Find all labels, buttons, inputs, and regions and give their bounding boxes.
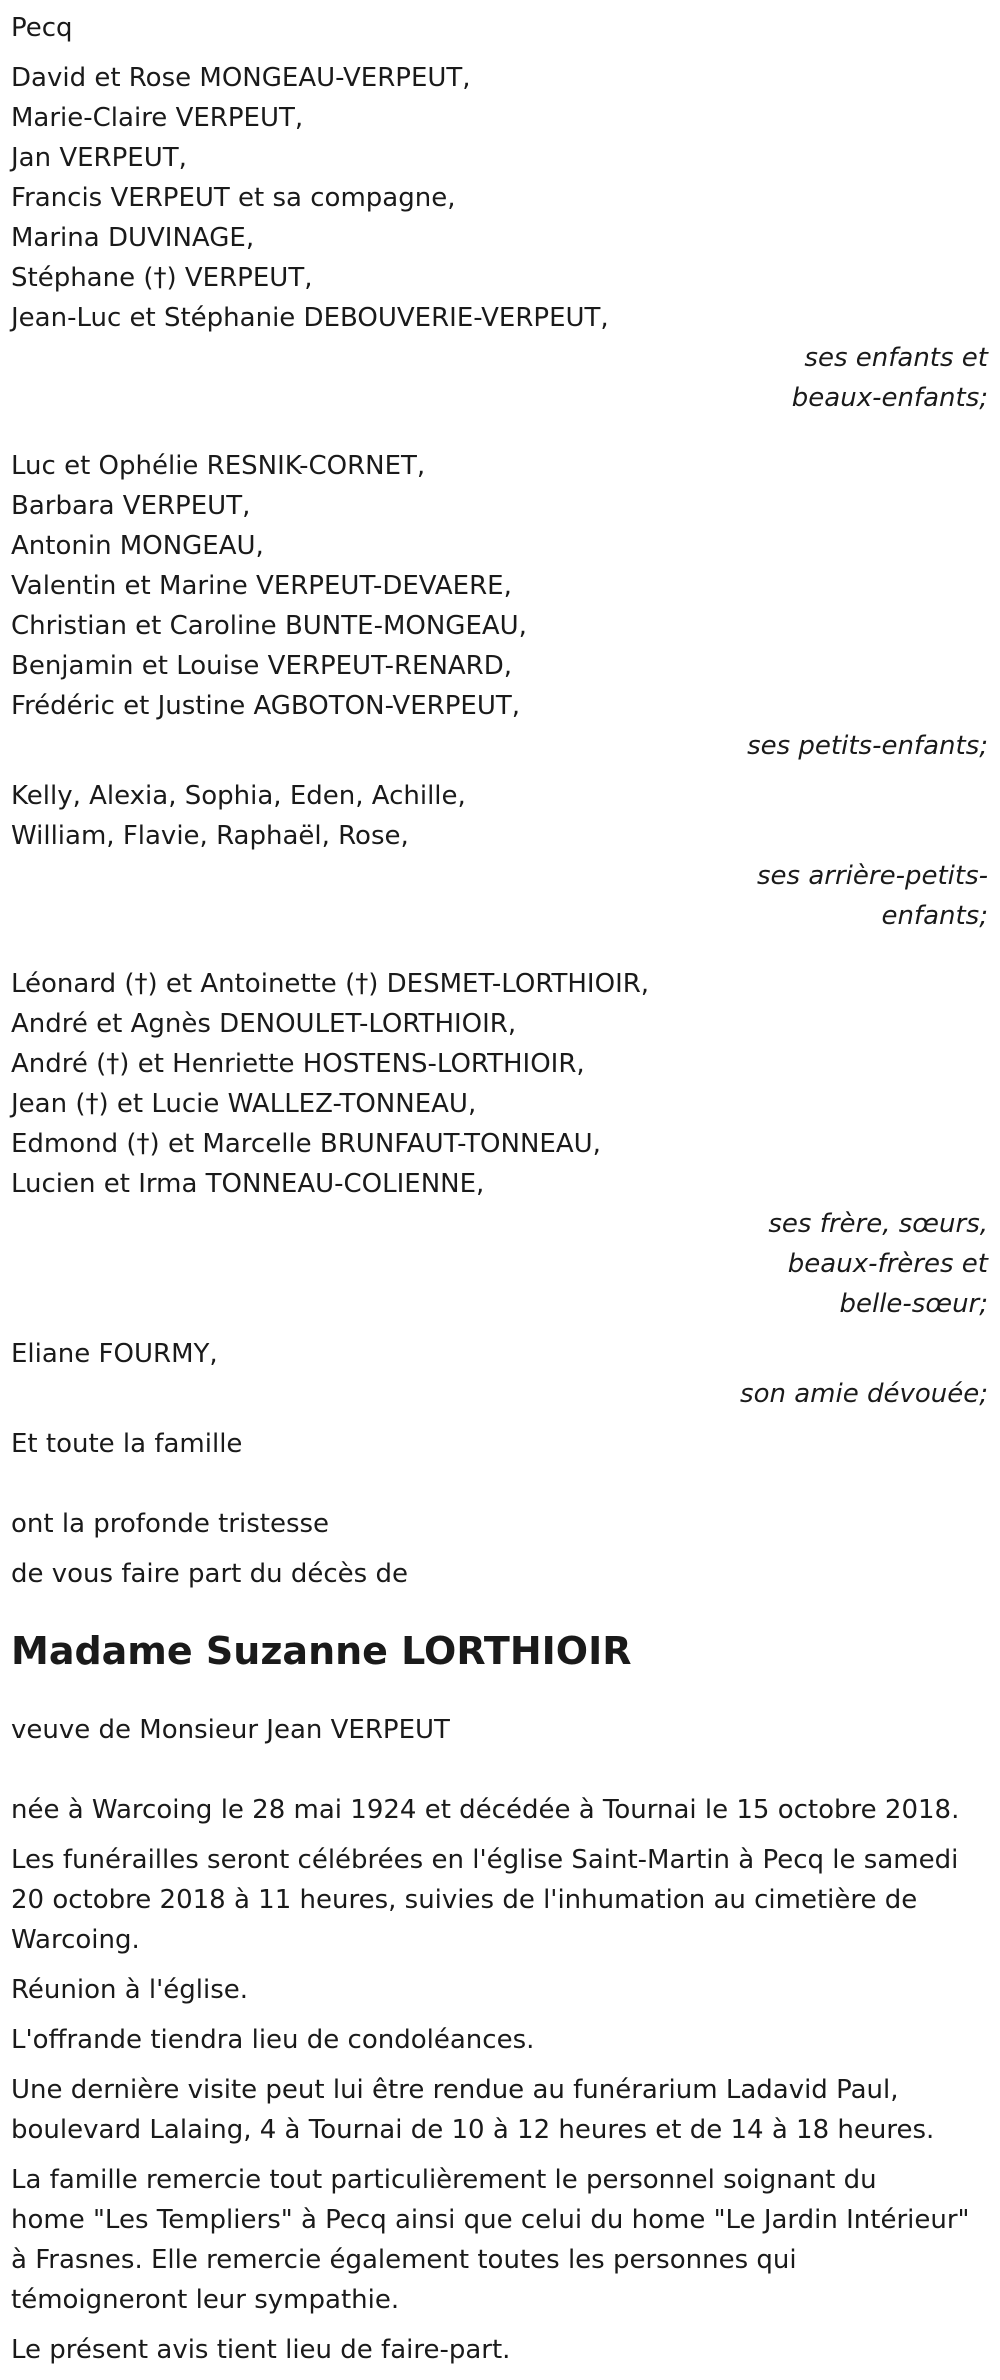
birth-death-paragraph — [11, 1790, 993, 1830]
paragraph-line: La famille remercie tout particulièrement le personnel soignant du — [11, 2165, 877, 2195]
paragraph-line: née à Warcoing le 28 mai 1924 et décédée à Tournai le 15 octobre 2018. — [11, 1795, 960, 1825]
relation-label: ses petits-enfants; — [747, 731, 988, 761]
family-name: David et Rose MONGEAU-VERPEUT, — [11, 63, 471, 93]
relation-label: enfants; — [881, 901, 988, 931]
paragraph-line: Réunion à l'église. — [11, 1975, 249, 2005]
place-heading: Pecq — [11, 13, 73, 43]
whole-family-line: Et toute la famille — [11, 1429, 243, 1459]
family-group-children — [11, 58, 993, 418]
paragraph-line: témoigneront leur sympathie. — [11, 2285, 400, 2315]
widow-of-line: veuve de Monsieur Jean VERPEUT — [11, 1715, 450, 1745]
family-name: Jean (†) et Lucie WALLEZ-TONNEAU, — [11, 1089, 477, 1119]
relation-label: ses enfants et — [804, 343, 988, 373]
paragraph-line: L'offrande tiendra lieu de condoléances. — [11, 2025, 535, 2055]
paragraph-line: Les funérailles seront célébrées en l'église Saint-Martin à Pecq le samedi — [11, 1845, 959, 1875]
relation-label: ses arrière-petits- — [757, 861, 988, 891]
paragraph-line: Une dernière visite peut lui être rendue au funérarium Ladavid Paul, — [11, 2075, 899, 2105]
family-name: Marie-Claire VERPEUT, — [11, 103, 304, 133]
relation-label: belle-sœur; — [839, 1289, 988, 1319]
family-name: Benjamin et Louise VERPEUT-RENARD, — [11, 651, 513, 681]
family-name: Marina DUVINAGE, — [11, 223, 255, 253]
intro-line: de vous faire part du décès de — [11, 1559, 408, 1589]
family-name: Frédéric et Justine AGBOTON-VERPEUT, — [11, 691, 520, 721]
family-name: André et Agnès DENOULET-LORTHIOIR, — [11, 1009, 517, 1039]
paragraph-line: à Frasnes. Elle remercie également toutes les personnes qui — [11, 2245, 797, 2275]
paragraph-line: 20 octobre 2018 à 11 heures, suivies de l'inhumation au cimetière de — [11, 1885, 918, 1915]
family-name: Antonin MONGEAU, — [11, 531, 264, 561]
offering-paragraph — [11, 2020, 993, 2060]
notice-paragraph — [11, 2330, 993, 2370]
family-name: Léonard (†) et Antoinette (†) DESMET-LORTHIOIR, — [11, 969, 650, 999]
family-name: William, Flavie, Raphaël, Rose, — [11, 821, 409, 851]
family-name: Barbara VERPEUT, — [11, 491, 251, 521]
family-name: Christian et Caroline BUNTE-MONGEAU, — [11, 611, 527, 641]
family-name: Francis VERPEUT et sa compagne, — [11, 183, 456, 213]
family-group-siblings — [11, 964, 993, 1324]
family-name: Edmond (†) et Marcelle BRUNFAUT-TONNEAU, — [11, 1129, 601, 1159]
gathering-paragraph — [11, 1970, 993, 2010]
relation-label: ses frère, sœurs, — [768, 1209, 988, 1239]
family-name: Jan VERPEUT, — [11, 143, 187, 173]
family-name: Stéphane (†) VERPEUT, — [11, 263, 313, 293]
family-name: Lucien et Irma TONNEAU-COLIENNE, — [11, 1169, 485, 1199]
family-name: Eliane FOURMY, — [11, 1339, 218, 1369]
family-name: Jean-Luc et Stéphanie DEBOUVERIE-VERPEUT, — [11, 303, 609, 333]
family-group-grandchildren — [11, 446, 993, 766]
thanks-paragraph — [11, 2160, 993, 2320]
family-name: Luc et Ophélie RESNIK-CORNET, — [11, 451, 426, 481]
family-name: Kelly, Alexia, Sophia, Eden, Achille, — [11, 781, 466, 811]
relation-label: son amie dévouée; — [740, 1379, 988, 1409]
paragraph-line: home "Les Templiers" à Pecq ainsi que celui du home "Le Jardin Intérieur" — [11, 2205, 970, 2235]
paragraph-line: boulevard Lalaing, 4 à Tournai de 10 à 12 heures et de 14 à 18 heures. — [11, 2115, 935, 2145]
obituary-notice — [11, 8, 993, 2380]
paragraph-line: Warcoing. — [11, 1925, 140, 1955]
visit-paragraph — [11, 2070, 993, 2150]
relation-label: beaux-enfants; — [791, 383, 988, 413]
relation-label: beaux-frères et — [787, 1249, 988, 1279]
funeral-paragraph — [11, 1840, 993, 1960]
family-group-friend — [11, 1334, 993, 1414]
family-name: Valentin et Marine VERPEUT-DEVAERE, — [11, 571, 512, 601]
paragraph-line: Le présent avis tient lieu de faire-part. — [11, 2335, 511, 2365]
family-name: André (†) et Henriette HOSTENS-LORTHIOIR, — [11, 1049, 585, 1079]
intro-line: ont la profonde tristesse — [11, 1509, 330, 1539]
deceased-name: Madame Suzanne LORTHIOIR — [11, 1629, 632, 1673]
family-group-great-grandchildren — [11, 776, 993, 936]
